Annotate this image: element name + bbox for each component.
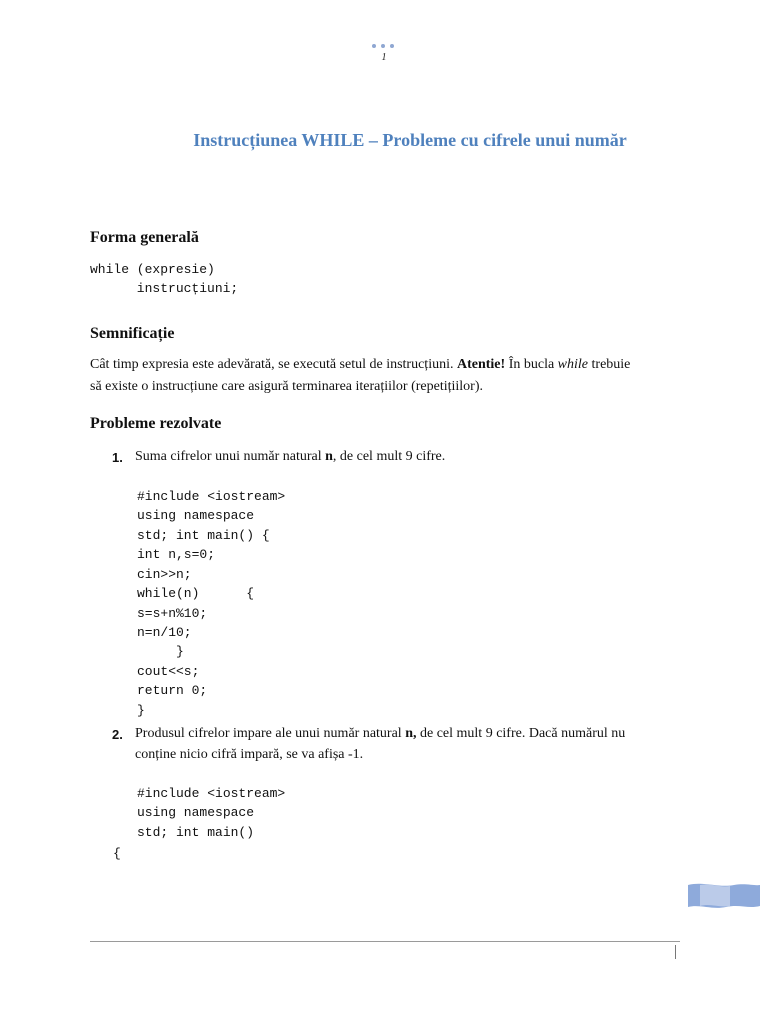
code-line: while (expresie) (90, 262, 215, 277)
meaning-text: Cât timp expresia este adevărată, se execută setul de instrucțiuni. (90, 357, 457, 372)
problem-2-statement-line-1 (135, 726, 625, 742)
problem-text: Produsul cifrelor impare ale unui număr natural (135, 726, 406, 741)
code-line: s=s+n%10; (137, 606, 208, 621)
code-line: #include <iostream> (137, 489, 286, 504)
code-line: std; int main() { (137, 528, 270, 543)
problem-text: de cel mult 9 cifre. Dacă numărul nu (416, 726, 626, 741)
page-header-dots-icon (372, 44, 396, 52)
meaning-text: trebuie (588, 357, 631, 372)
problem-text: Suma cifrelor unui număr natural (135, 449, 326, 464)
list-number: 2. (112, 727, 123, 742)
problem-1-statement (135, 449, 445, 465)
heading-meaning: Semnificație (90, 325, 175, 342)
code-line: using namespace (137, 805, 255, 820)
meaning-paragraph-line-2: să existe o instrucțiune care asigură terminarea iterațiilor (repetițiilor). (90, 379, 483, 394)
attention-label: Atentie! (456, 357, 506, 372)
variable-n: n, (405, 726, 417, 741)
problem-2-statement-line-2: conține nicio cifră impară, se va afișa -1. (135, 747, 364, 762)
meaning-text: În bucla (505, 357, 558, 372)
ribbon-decoration-icon (686, 882, 762, 910)
code-line: return 0; (137, 683, 208, 698)
code-line: cin>>n; (137, 567, 192, 582)
meaning-paragraph-line-1 (90, 357, 630, 373)
problem-text: , de cel mult 9 cifre. (332, 449, 446, 464)
code-line: int n,s=0; (137, 547, 216, 562)
page-number: 1 (381, 52, 387, 63)
footer-divider (90, 941, 680, 942)
code-line: n=n/10; (137, 625, 192, 640)
code-line: using namespace (137, 508, 255, 523)
heading-solved-problems: Probleme rezolvate (90, 415, 222, 432)
code-line: instrucțiuni; (90, 281, 239, 296)
code-line: std; int main() (137, 825, 255, 840)
code-line: } (137, 644, 184, 659)
code-line: } (137, 703, 145, 718)
code-line: #include <iostream> (137, 786, 286, 801)
code-line: { (113, 846, 121, 861)
footer-tick (675, 945, 676, 959)
code-line: cout<<s; (137, 664, 200, 679)
list-number: 1. (112, 450, 123, 465)
document-title: Instrucțiunea WHILE – Probleme cu cifrele unui număr (193, 130, 627, 150)
heading-general-form: Forma generală (90, 229, 199, 246)
while-keyword: while (557, 357, 589, 372)
variable-n: n (325, 449, 333, 464)
code-line: while(n) { (137, 586, 255, 601)
